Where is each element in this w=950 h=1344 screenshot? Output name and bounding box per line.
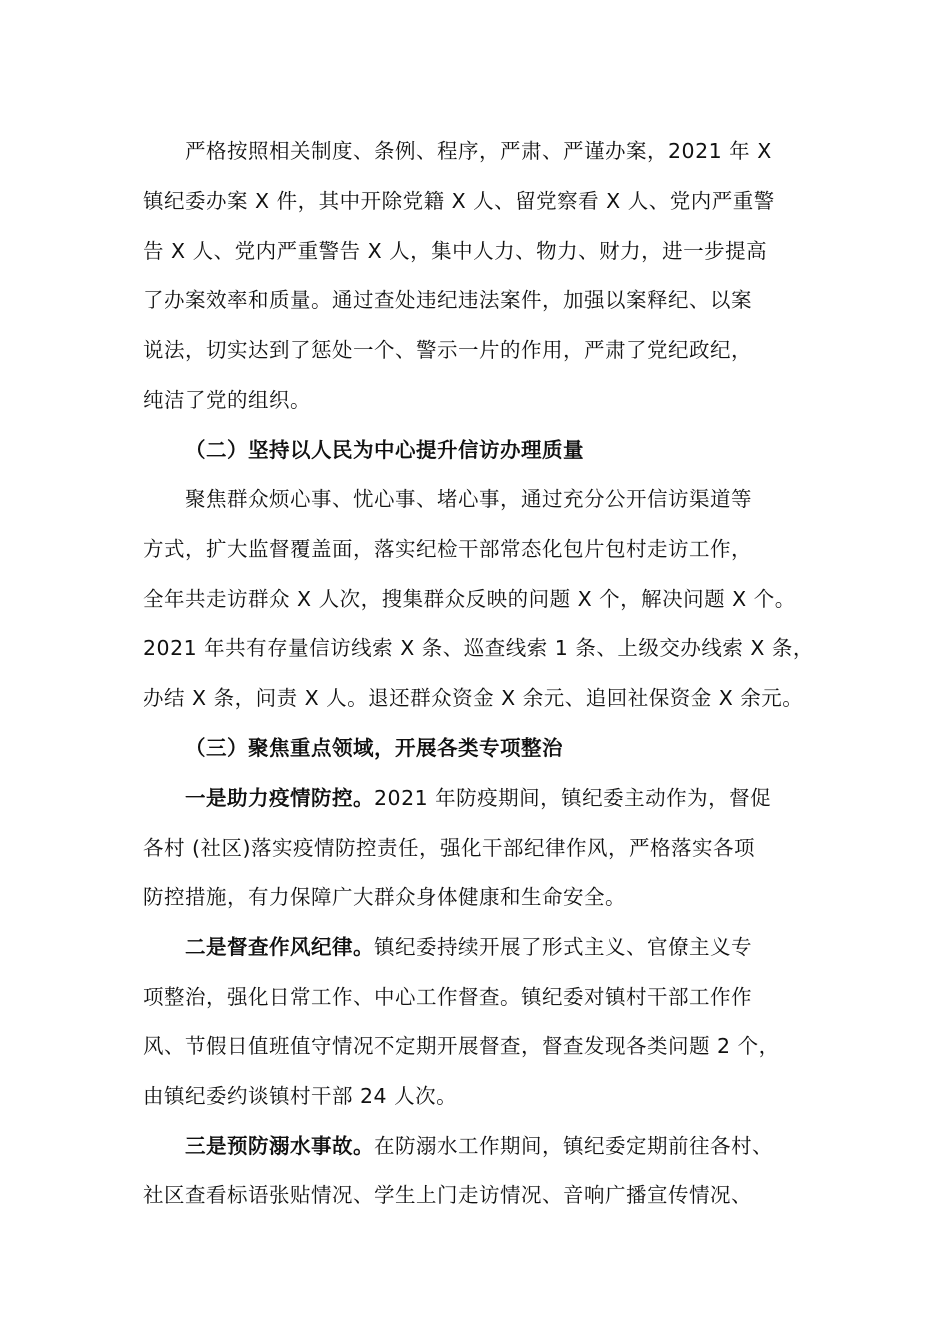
paragraph-line: 全年共走访群众 X 人次，搜集群众反映的问题 X 个，解决问题 X 个。 xyxy=(143,587,796,611)
paragraph-line: 由镇纪委约谈镇村干部 24 人次。 xyxy=(143,1084,458,1108)
paragraph-line: 聚焦群众烦心事、忧心事、堵心事，通过充分公开信访渠道等 xyxy=(185,487,752,511)
paragraph-line xyxy=(185,783,825,813)
item-lead: 一是助力疫情防控。 xyxy=(185,786,374,810)
item-lead: 二是督查作风纪律。 xyxy=(185,935,374,959)
section-heading: （三）聚焦重点领域，开展各类专项整治 xyxy=(185,736,563,760)
item-lead: 三是预防溺水事故。 xyxy=(185,1134,374,1158)
paragraph-line xyxy=(185,932,825,962)
paragraph-line: 方式，扩大监督覆盖面，落实纪检干部常态化包片包村走访工作， xyxy=(143,537,752,561)
paragraph-line: 镇纪委办案 X 件，其中开除党籍 X 人、留党察看 X 人、党内严重警 xyxy=(143,189,775,213)
paragraph-line: 防控措施，有力保障广大群众身体健康和生命安全。 xyxy=(143,885,626,909)
paragraph-line: 告 X 人、党内严重警告 X 人，集中人力、物力、财力，进一步提高 xyxy=(143,239,768,263)
paragraph-line: 纯洁了党的组织。 xyxy=(143,388,311,412)
item-text: 在防溺水工作期间，镇纪委定期前往各村、 xyxy=(374,1134,773,1158)
paragraph-line: 社区查看标语张贴情况、学生上门走访情况、音响广播宣传情况、 xyxy=(143,1183,752,1207)
paragraph-line: 了办案效率和质量。通过查处违纪违法案件，加强以案释纪、以案 xyxy=(143,288,752,312)
paragraph-line: 办结 X 条，问责 X 人。退还群众资金 X 余元、追回社保资金 X 余元。 xyxy=(143,686,804,710)
paragraph-line: 2021 年共有存量信访线索 X 条、巡查线索 1 条、上级交办线索 X 条， xyxy=(143,636,814,660)
paragraph-line: 项整治，强化日常工作、中心工作督查。镇纪委对镇村干部工作作 xyxy=(143,985,752,1009)
paragraph-line: 严格按照相关制度、条例、程序，严肃、严谨办案，2021 年 X xyxy=(185,139,772,163)
paragraph-line: 说法，切实达到了惩处一个、警示一片的作用，严肃了党纪政纪， xyxy=(143,338,752,362)
section-heading: （二）坚持以人民为中心提升信访办理质量 xyxy=(185,438,584,462)
paragraph-line: 风、节假日值班值守情况不定期开展督查，督查发现各类问题 2 个， xyxy=(143,1034,780,1058)
item-text: 2021 年防疫期间，镇纪委主动作为，督促 xyxy=(374,786,772,810)
paragraph-line: 各村 (社区)落实疫情防控责任，强化干部纪律作风，严格落实各项 xyxy=(143,836,756,860)
paragraph-line xyxy=(185,1131,825,1161)
item-text: 镇纪委持续开展了形式主义、官僚主义专 xyxy=(374,935,752,959)
